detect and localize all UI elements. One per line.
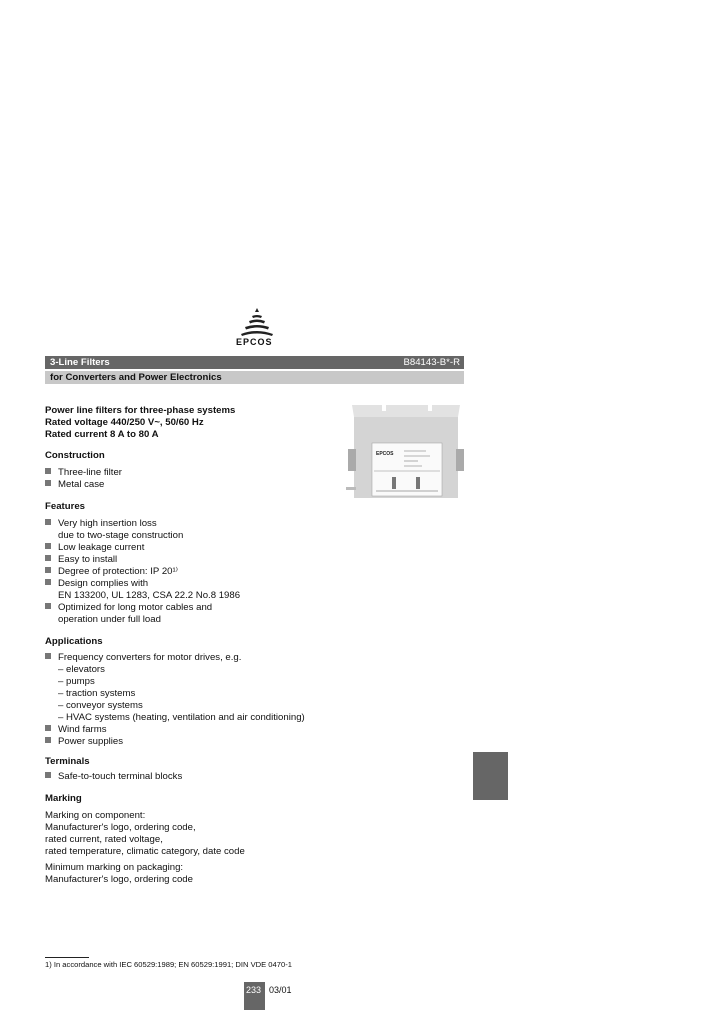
bullet-icon: [45, 555, 51, 561]
list-item-continuation: operation under full load: [58, 614, 161, 625]
marking-line: rated current, rated voltage,: [45, 834, 163, 845]
bullet-icon: [45, 543, 51, 549]
list-item: Three-line filter: [45, 467, 122, 479]
page-number: 233: [246, 985, 262, 995]
section-heading-terminals: Terminals: [45, 756, 90, 767]
bullet-icon: [45, 519, 51, 525]
page-number-box: [244, 982, 265, 1010]
bullet-icon: [45, 480, 51, 486]
list-item: Low leakage current: [45, 542, 144, 554]
bullet-icon: [45, 725, 51, 731]
list-item: Power supplies: [45, 736, 123, 748]
section-heading-applications: Applications: [45, 636, 103, 647]
list-item-continuation: due to two-stage construction: [58, 530, 184, 541]
section-heading-features: Features: [45, 501, 85, 512]
intro-line: Power line filters for three-phase systems: [45, 405, 236, 416]
bullet-icon: [45, 468, 51, 474]
list-item: Optimized for long motor cables and: [45, 602, 212, 614]
product-family-title: 3-Line Filters: [50, 357, 110, 368]
bullet-icon: [45, 737, 51, 743]
bullet-icon: [45, 772, 51, 778]
marking-line: Minimum marking on packaging:: [45, 862, 184, 873]
bullet-icon: [45, 579, 51, 585]
epcos-logo-icon: [240, 308, 274, 336]
list-item: Degree of protection: IP 20¹⁾: [45, 566, 178, 578]
ordering-code: B84143-B*-R: [403, 357, 460, 368]
list-item: Frequency converters for motor drives, e.g.: [45, 652, 241, 664]
bullet-icon: [45, 567, 51, 573]
list-item: Easy to install: [45, 554, 117, 566]
section-heading-marking: Marking: [45, 793, 82, 804]
sub-list-item: – HVAC systems (heating, ventilation and air conditioning): [58, 712, 305, 723]
subtitle-bar: [45, 371, 464, 384]
side-tab-marker: [473, 752, 508, 800]
marking-line: rated temperature, climatic category, date code: [45, 846, 245, 857]
list-item: Safe-to-touch terminal blocks: [45, 771, 182, 783]
sub-list-item: – conveyor systems: [58, 700, 143, 711]
list-item: Metal case: [45, 479, 104, 491]
marking-line: Marking on component:: [45, 810, 146, 821]
intro-line: Rated current 8 A to 80 A: [45, 429, 159, 440]
subtitle: for Converters and Power Electronics: [50, 372, 222, 383]
list-item: Very high insertion loss: [45, 518, 157, 530]
footnote-divider: [45, 957, 89, 958]
marking-line: Manufacturer's logo, ordering code: [45, 874, 193, 885]
product-label-brand: EPCOS: [376, 451, 394, 457]
list-item: Design complies with: [45, 578, 148, 590]
logo-text: EPCOS: [236, 337, 273, 347]
footnote: 1) In accordance with IEC 60529:1989; EN 60529:1991; DIN VDE 0470-1: [45, 960, 292, 969]
list-item-continuation: EN 133200, UL 1283, CSA 22.2 No.8 1986: [58, 590, 241, 601]
sub-list-item: – elevators: [58, 664, 105, 675]
sub-list-item: – pumps: [58, 676, 95, 687]
title-bar: [45, 356, 464, 369]
intro-line: Rated voltage 440/250 V~, 50/60 Hz: [45, 417, 204, 428]
bullet-icon: [45, 653, 51, 659]
list-item: Wind farms: [45, 724, 107, 736]
sub-list-item: – traction systems: [58, 688, 136, 699]
section-heading-construction: Construction: [45, 450, 105, 461]
edition-date: 03/01: [269, 985, 292, 995]
marking-line: Manufacturer's logo, ordering code,: [45, 822, 196, 833]
bullet-icon: [45, 603, 51, 609]
